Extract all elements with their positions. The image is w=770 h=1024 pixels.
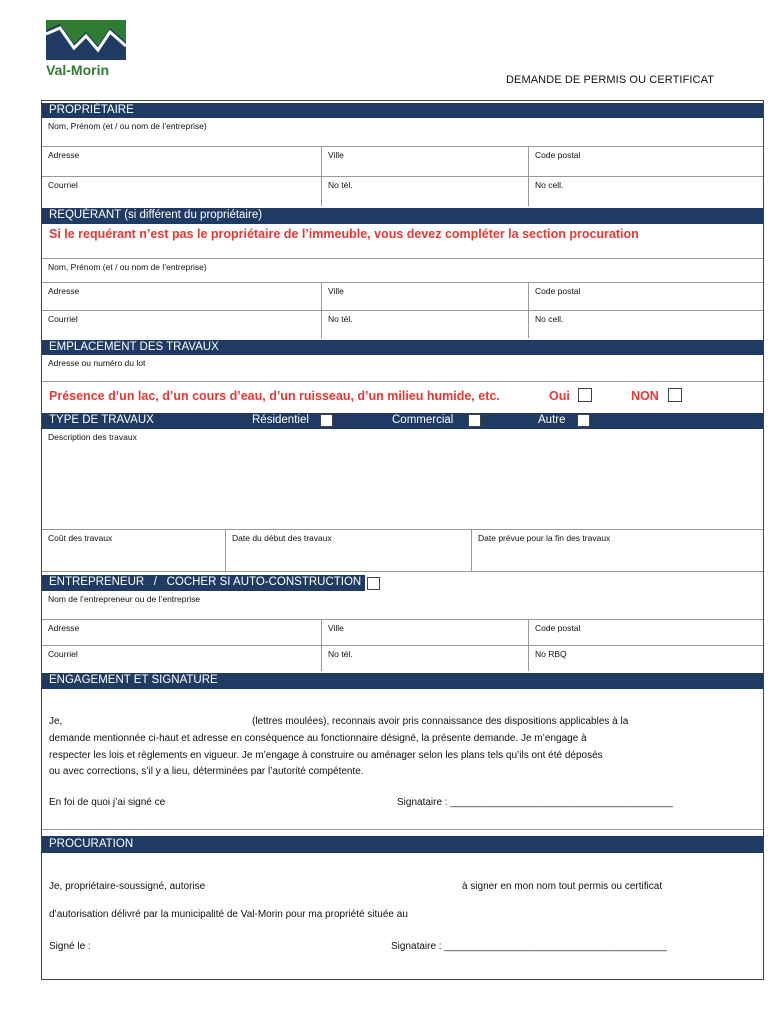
requerant-cell-field[interactable]: No cell. — [528, 311, 763, 338]
procuration-signature-line[interactable]: Signataire : ________________________________________ — [391, 941, 667, 952]
requerant-postal-field[interactable]: Code postal — [528, 283, 763, 310]
description-travaux-area[interactable] — [42, 429, 763, 529]
requerant-email-field[interactable]: Courriel — [48, 314, 78, 324]
logo-text: Val-Morin — [46, 62, 110, 78]
entrepreneur-address-row — [42, 619, 763, 645]
document-title: DEMANDE DE PERMIS OU CERTIFICAT — [506, 74, 715, 86]
description-travaux-label: Description des travaux — [48, 432, 137, 442]
travaux-heading-label: TYPE DE TRAVAUX — [49, 414, 154, 426]
requerant-contact-row — [42, 310, 763, 338]
requerant-notice: Si le requérant n’est pas le propriétaire de l’immeuble, vous devez compléter la section procuration — [49, 227, 639, 241]
oui-checkbox[interactable] — [578, 388, 592, 402]
engagement-line3: respecter les lois et règlements en vigueur. Je m’engage à construire ou aménager selon les plans tels qu’ils ont été déposés — [49, 750, 603, 761]
residentiel-checkbox[interactable] — [320, 414, 333, 427]
procuration-signe-le[interactable]: Signé le : — [49, 941, 91, 952]
mountain-logo-icon — [46, 20, 126, 60]
procuration-je: Je, propriétaire-soussigné, autorise — [49, 881, 206, 892]
engagement-line1: (lettres moulées), reconnais avoir pris connaissance des dispositions applicables à la — [252, 716, 629, 727]
proprietaire-email-field[interactable]: Courriel — [48, 180, 78, 190]
autre-checkbox[interactable] — [577, 414, 590, 427]
entrepreneur-postal-field[interactable]: Code postal — [528, 620, 763, 645]
proprietaire-postal-field[interactable]: Code postal — [528, 147, 763, 176]
requerant-address-field[interactable]: Adresse — [48, 286, 80, 296]
auto-construction-checkbox[interactable] — [367, 577, 380, 590]
entrepreneur-name-label: Nom de l’entrepreneur ou de l’entreprise — [48, 594, 201, 604]
entrepreneur-email-field[interactable]: Courriel — [48, 649, 78, 659]
requerant-city-field[interactable]: Ville — [321, 283, 528, 310]
proprietaire-name-label: Nom, Prénom (et / ou nom de l’entreprise) — [48, 121, 207, 131]
section-entrepreneur-heading: ENTREPRENEUR / COCHER SI AUTO-CONSTRUCTION — [42, 575, 365, 591]
section-proprietaire-heading: PROPRIÉTAIRE — [42, 103, 763, 118]
engagement-foi: En foi de quoi j’ai signé ce — [49, 797, 166, 808]
engagement-line4: ou avec corrections, s’il y a lieu, déterminées par l’autorité compétente. — [49, 766, 364, 777]
fin-travaux-field[interactable]: Date prévue pour la fin des travaux — [471, 530, 763, 571]
entrepreneur-name-row[interactable] — [42, 591, 763, 619]
non-label: NON — [631, 389, 659, 403]
procuration-a-signer: à signer en mon nom tout permis ou certificat — [462, 881, 663, 892]
requerant-name-row[interactable] — [42, 258, 763, 282]
engagement-line2: demande mentionnée ci-haut et adresse en conséquence au fonctionnaire désigné, la présente demande. Je m’engage à — [49, 733, 587, 744]
section-engagement-heading: ENGAGEMENT ET SIGNATURE — [42, 673, 763, 689]
presence-question: Présence d’un lac, d’un cours d’eau, d’un ruisseau, d’un milieu humide, etc. — [49, 389, 500, 403]
residentiel-label: Résidentiel — [252, 414, 309, 426]
proprietaire-address-field[interactable]: Adresse — [48, 150, 80, 160]
section-emplacement-heading: EMPLACEMENT DES TRAVAUX — [42, 340, 763, 355]
requerant-phone-field[interactable]: No tél. — [321, 311, 528, 338]
requerant-name-label: Nom, Prénom (et / ou nom de l’entreprise) — [48, 262, 207, 272]
procuration-autorisation: d’autorisation délivré par la municipalité de Val-Morin pour ma propriété située au — [49, 909, 408, 920]
spacer — [42, 829, 763, 833]
entrepreneur-phone-field[interactable]: No tél. — [321, 646, 528, 671]
section-requerant-heading: REQUÉRANT (si différent du propriétaire) — [42, 208, 763, 224]
autre-label: Autre — [538, 414, 566, 426]
presence-water-row — [42, 381, 763, 409]
travaux-dates-row — [42, 529, 763, 571]
section-procuration-heading: PROCURATION — [42, 836, 763, 853]
proprietaire-city-field[interactable]: Ville — [321, 147, 528, 176]
oui-label: Oui — [549, 389, 570, 403]
proprietaire-contact-row — [42, 176, 763, 206]
emplacement-lot-row[interactable] — [42, 355, 763, 381]
proprietaire-address-row — [42, 146, 763, 176]
proprietaire-cell-field[interactable]: No cell. — [528, 177, 763, 206]
section-travaux-heading — [42, 413, 763, 429]
commercial-checkbox[interactable] — [468, 414, 481, 427]
val-morin-logo — [46, 20, 126, 78]
proprietaire-phone-field[interactable]: No tél. — [321, 177, 528, 206]
emplacement-lot-label: Adresse ou numéro du lot — [48, 358, 146, 368]
cout-travaux-field[interactable]: Coût des travaux — [48, 533, 113, 543]
entrepreneur-address-field[interactable]: Adresse — [48, 623, 80, 633]
engagement-je: Je, — [49, 716, 63, 727]
requerant-address-row — [42, 282, 763, 310]
commercial-label: Commercial — [392, 414, 454, 426]
engagement-signature-line[interactable]: Signataire : ________________________________________ — [397, 797, 673, 808]
debut-travaux-field[interactable]: Date du début des travaux — [225, 530, 471, 571]
entrepreneur-contact-row — [42, 645, 763, 671]
entrepreneur-rbq-field[interactable]: No RBQ — [528, 646, 763, 671]
entrepreneur-city-field[interactable]: Ville — [321, 620, 528, 645]
permit-form — [41, 100, 764, 980]
proprietaire-name-row[interactable] — [42, 118, 763, 146]
non-checkbox[interactable] — [668, 388, 682, 402]
